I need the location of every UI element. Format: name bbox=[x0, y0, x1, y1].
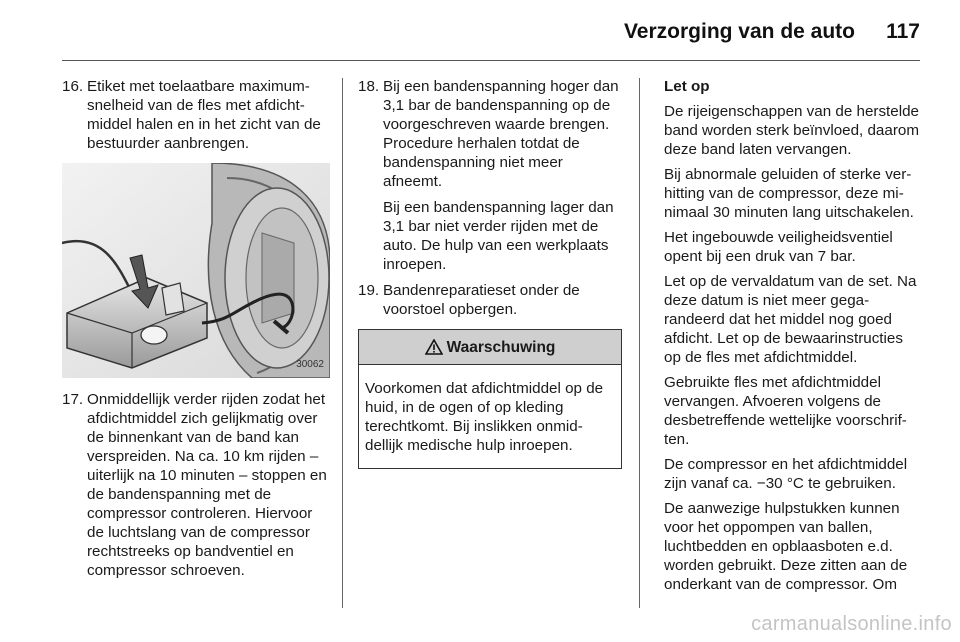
column-left bbox=[62, 77, 330, 587]
warning-title: Waarschuwing bbox=[446, 338, 556, 356]
compressor-drawing bbox=[62, 163, 330, 378]
list-number: 18. bbox=[358, 78, 380, 95]
column-right bbox=[664, 77, 922, 600]
list-number: 16. bbox=[62, 78, 84, 95]
page-header bbox=[0, 0, 960, 60]
figure-code: 30062 bbox=[296, 359, 324, 370]
list-text: Bij een bandenspanning hoger dan 3,1 bar de bandenspanning op de voorgeschreven waarde brengen. Procedure herhalen totdat de bandenspanning niet meer afneemt. bbox=[383, 78, 619, 190]
header-rule bbox=[62, 60, 920, 61]
list-item-16 bbox=[62, 77, 330, 153]
column-divider bbox=[639, 78, 640, 608]
compressor-illustration bbox=[62, 163, 330, 378]
list-item-19 bbox=[358, 281, 624, 319]
list-number: 19. bbox=[358, 282, 380, 299]
warning-box bbox=[358, 329, 622, 469]
warning-header bbox=[359, 330, 621, 365]
list-item-17 bbox=[62, 390, 330, 580]
page-number: 117 bbox=[886, 20, 920, 43]
list-number: 17. bbox=[62, 391, 84, 408]
page-title: Verzorging van de auto bbox=[623, 20, 855, 43]
warning-triangle-icon bbox=[425, 339, 443, 355]
column-middle bbox=[358, 77, 624, 469]
column-divider bbox=[342, 78, 343, 608]
list-text: Onmiddellijk verder rijden zodat het afdichtmiddel zich gelijkmatig over de binnenkant van de band kan verspreiden. Na ca. 10 km rijden – uiterlijk na 10 minuten – stoppen en de bandenspanning met de compressor controleren. Hiervoor de luchtslang van de compressor rechtstreeks op bandventiel en compressor schroeven. bbox=[87, 391, 327, 579]
warning-text: Voorkomen dat afdichtmiddel op de huid, in de ogen of op kleding terechtkomt. Bij inslikken onmiddellijk medische hulp inroepen. bbox=[365, 380, 604, 454]
paragraph: De aanwezige hulpstukken kunnen voor het oppompen van ballen, luchtbedden en opblaasboten e.d. worden gebruikt. Deze zitten aan de onderkant van de compressor. Om bbox=[664, 500, 908, 593]
list-text: Bandenreparatieset onder de voorstoel opbergen. bbox=[383, 282, 580, 318]
paragraph: Bij abnormale geluiden of sterke verhitting van de compressor, deze minimaal 30 minuten lang uitschakelen. bbox=[664, 166, 914, 221]
paragraph: De compressor en het afdichtmiddel zijn vanaf ca. −30 °C te gebruiken. bbox=[664, 456, 908, 492]
notice-title: Let op bbox=[664, 78, 710, 95]
paragraph: De rijeigenschappen van de herstelde band worden sterk beïnvloed, daarom deze band laten vervangen. bbox=[664, 103, 919, 158]
paragraph: Het ingebouwde veiligheidsventiel opent bij een druk van 7 bar. bbox=[664, 229, 893, 265]
paragraph: Let op de vervaldatum van de set. Na deze datum is niet meer gegarandeerd dat het middel nog goed afdicht. Let op de bewaarinstructies op de fles met afdichtmiddel. bbox=[664, 273, 917, 366]
list-text: Bij een bandenspanning lager dan 3,1 bar niet verder rijden met de auto. De hulp van een werkplaats inroepen. bbox=[383, 199, 614, 273]
paragraph: Gebruikte fles met afdichtmiddel vervangen. Afvoeren volgens de desbetreffende wettelijke voorschriften. bbox=[664, 374, 907, 448]
list-item-18 bbox=[358, 77, 624, 274]
watermark: carmanualsonline.info bbox=[751, 613, 952, 635]
list-text: Etiket met toelaatbare maximumsnelheid van de fles met afdichtmiddel halen en in het zicht van de bestuurder aanbrengen. bbox=[87, 78, 321, 152]
